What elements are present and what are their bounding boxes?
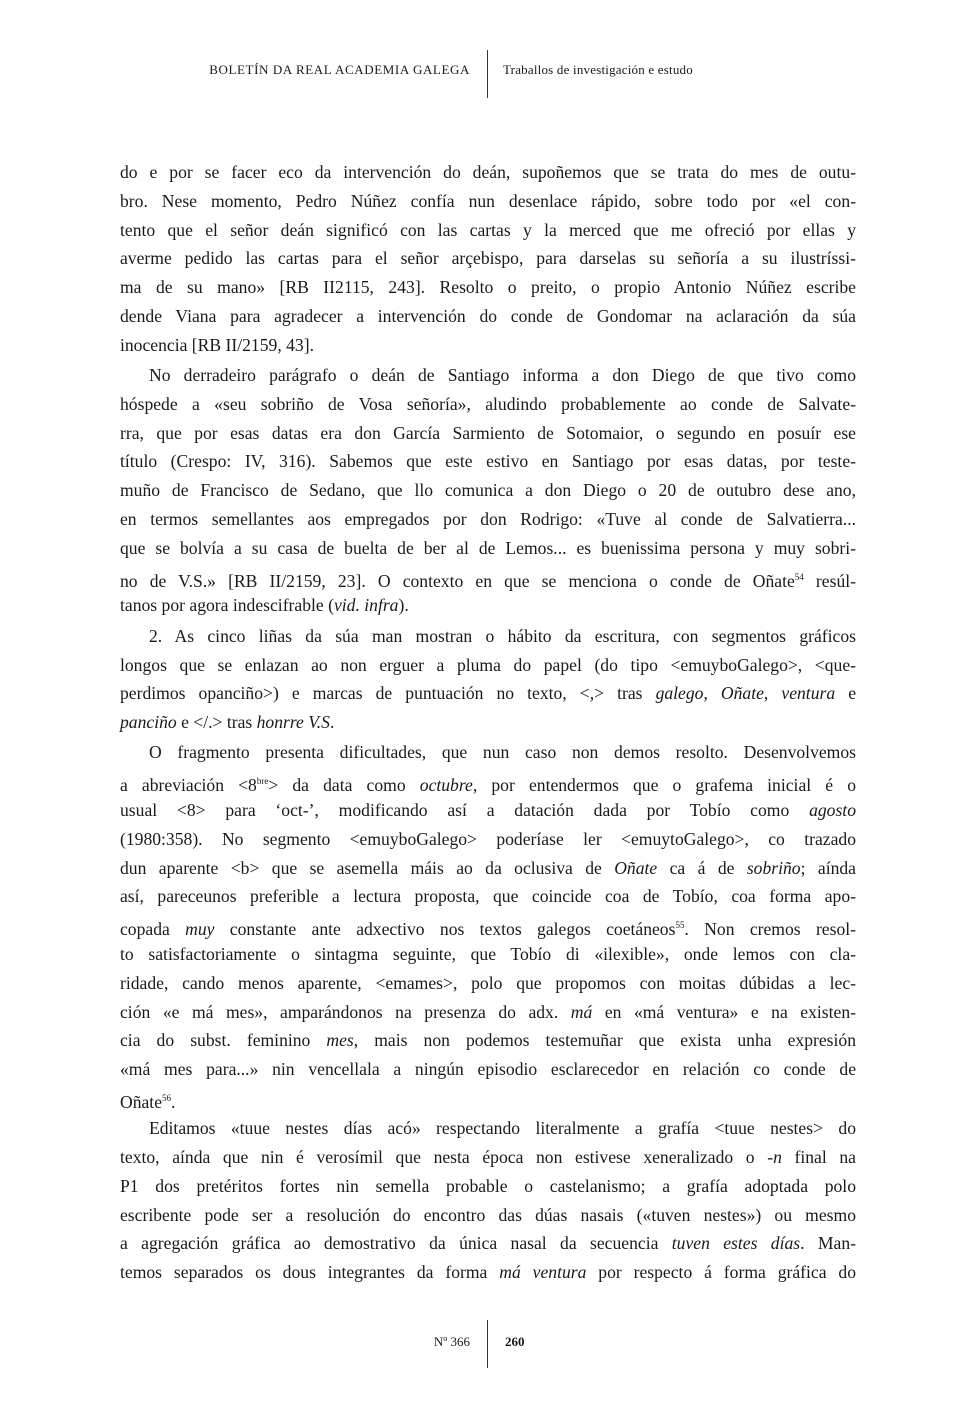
text-line	[120, 796, 856, 825]
text-line	[120, 882, 856, 911]
text-line	[120, 390, 856, 419]
footnote-reference: 56	[162, 1093, 172, 1103]
text-line	[120, 534, 856, 563]
text-run: (1980:358). No segmento <emuyboGalego> poderíase ler <emuytoGalego>, co trazado	[120, 828, 856, 849]
text-line	[120, 1172, 856, 1201]
text-run: rra, que por esas datas era don García Sarmiento de Sotomaior, o segundo en posuír ese	[120, 422, 856, 443]
italic-text: panciño	[120, 712, 177, 733]
text-line	[120, 1201, 856, 1230]
italic-text: vid. infra	[333, 595, 399, 616]
text-line	[120, 505, 856, 534]
italic-text: octubre	[419, 775, 473, 796]
text-line	[120, 331, 856, 360]
text-run: longos que se enlazan ao non erguer a pluma do papel (do tipo <emuyboGalego>, <que-	[120, 654, 856, 675]
footer-divider	[487, 1320, 488, 1368]
italic-text: -n	[767, 1147, 782, 1168]
text-run: por respecto á forma gráfica do	[586, 1262, 857, 1283]
text-run: texto, aínda que nin é verosímil que nesta época non estivese xeneralizado o	[120, 1147, 768, 1168]
text-line	[120, 1026, 856, 1055]
text-run: ca á de	[657, 857, 747, 878]
italic-text: ventura	[781, 683, 836, 704]
text-line	[120, 708, 856, 737]
text-run: ,	[703, 683, 721, 704]
paragraph	[120, 738, 856, 1112]
text-line	[120, 940, 856, 969]
footnote-reference: 54	[794, 571, 804, 582]
text-line	[120, 767, 856, 796]
text-line	[120, 854, 856, 883]
text-run: No derradeiro parágrafo o deán de Santiago informa a don Diego de que tivo como	[149, 365, 856, 386]
text-run: .	[171, 1092, 176, 1112]
text-line	[120, 216, 856, 245]
text-run: . Non cremos resol-	[684, 919, 857, 940]
text-run: ridade, cando menos aparente, <emames>, polo que propomos con moitas dúbidas a lec-	[120, 972, 856, 993]
text-run: ma de su mano» [RB II2115, 243]. Resolto o preito, o propio Antonio Núñez escribe	[120, 277, 856, 298]
text-line	[120, 419, 856, 448]
text-run: ).	[398, 595, 409, 616]
text-run: temos separados os dous integrantes da forma	[120, 1262, 500, 1283]
text-run: inocencia [RB II/2159, 43].	[120, 334, 314, 355]
paragraph	[120, 1114, 856, 1287]
text-run: , por entendermos que o grafema inicial é o	[472, 775, 856, 796]
text-run: en «má ventura» e na existen-	[592, 1001, 856, 1022]
text-line	[120, 476, 856, 505]
text-run: Oñate	[120, 1092, 163, 1112]
text-line	[120, 361, 856, 390]
text-line	[120, 302, 856, 331]
text-run: tanos por agora indescifrable (	[120, 595, 334, 616]
text-run: a abreviación <8	[120, 775, 257, 796]
text-run: escribente pode ser a resolución do encontro das dúas nasais («tuven nestes») ou mesmo	[120, 1204, 856, 1225]
text-line	[120, 1229, 856, 1258]
text-run: tento que el señor deán significó con las cartas y la merced que me ofreció por ellas y	[120, 219, 856, 240]
text-run: ción «e má mes», amparándonos na presenza do adx.	[120, 1001, 571, 1022]
footnote-reference: 55	[675, 920, 685, 931]
text-line	[120, 911, 856, 940]
text-line	[120, 622, 856, 651]
text-run: . Man-	[800, 1233, 856, 1254]
text-line	[120, 1143, 856, 1172]
text-run: título (Crespo: IV, 316). Sabemos que este estivo en Santiago por esas datas, por teste-	[120, 451, 856, 472]
text-line	[120, 825, 856, 854]
text-run: averme pedido las cartas para el señor arçebispo, para darselas su señoría a su ilustríssi-	[120, 248, 856, 269]
paragraph	[120, 158, 856, 360]
issue-number: Nº 366	[433, 1334, 470, 1349]
text-run: ,	[763, 683, 782, 704]
italic-text: galego	[655, 683, 704, 704]
journal-title: BOLETÍN DA REAL ACADEMIA GALEGA	[209, 62, 470, 77]
text-run: 2. As cinco liñas da súa man mostran o hábito da escritura, con segmentos gráficos	[149, 625, 856, 646]
text-run: a agregación gráfica ao demostrativo da única nasal da secuencia	[120, 1233, 672, 1254]
text-run: «má mes para...» nin vencellala a ningún episodio esclarecedor en relación co conde de	[120, 1059, 856, 1080]
header-divider	[487, 50, 488, 98]
text-run: en termos semellantes aos empregados por don Rodrigo: «Tuve al conde de Salvatierra...	[120, 509, 856, 530]
text-run: copada	[120, 919, 186, 940]
page-number: 260	[505, 1334, 525, 1349]
italic-text: honrre V.S	[256, 712, 330, 733]
text-run: no de V.S.» [RB II/2159, 23]. O contexto en que se menciona o conde de Oñate	[120, 570, 795, 591]
footnote-reference: bre	[256, 776, 269, 787]
text-line	[120, 158, 856, 187]
text-run: do e por se facer eco da intervención do deán, supoñemos que se trata do mes de outu-	[120, 162, 856, 182]
text-run: , mais non podemos testemuñar que exista unha expresión	[353, 1030, 856, 1051]
text-line	[120, 1055, 856, 1084]
text-run: ; aínda	[800, 857, 856, 878]
paragraph	[120, 361, 856, 620]
italic-text: má	[570, 1001, 593, 1022]
text-run: constante ante adxectivo nos textos galegos coetáneos	[214, 919, 676, 940]
text-run: to satisfactoriamente o sintagma seguinte, que Tobío di «ilexible», onde lemos con cla-	[120, 944, 856, 965]
text-run: dende Viana para agradecer a intervención do conde de Gondomar na aclaración da súa	[120, 305, 856, 326]
text-line	[120, 1084, 856, 1113]
text-run: así, pareceunos preferible a lectura proposta, que coincide coa de Tobío, coa forma apo-	[120, 886, 856, 907]
text-run: muño de Francisco de Sedano, que llo comunica a don Diego o 20 de outubro dese ano,	[120, 480, 856, 501]
text-run: bro. Nese momento, Pedro Núñez confía nun desenlace rápido, sobre todo por «el con-	[120, 190, 856, 211]
italic-text: Oñate	[720, 683, 764, 704]
text-run: Editamos «tuue nestes días acó» respectando literalmente a grafía <tuue nestes> do	[149, 1118, 856, 1139]
text-line	[120, 187, 856, 216]
text-line	[120, 651, 856, 680]
text-line	[120, 998, 856, 1027]
italic-text: agosto	[809, 800, 856, 821]
text-line	[120, 273, 856, 302]
text-run: P1 dos pretéritos fortes nin semella probable o castelanismo; a grafía adoptada polo	[120, 1175, 856, 1196]
text-run: e </.> tras	[176, 712, 257, 733]
text-line	[120, 244, 856, 273]
text-line	[120, 563, 856, 592]
text-run: .	[329, 712, 335, 733]
article-body	[120, 158, 856, 1289]
section-title: Traballos de investigación e estudo	[503, 62, 693, 77]
text-line	[120, 1114, 856, 1143]
italic-text: má ventura	[499, 1262, 587, 1283]
text-run: final na	[781, 1147, 856, 1168]
italic-text: sobriño	[746, 857, 801, 878]
text-run: que se bolvía a su casa de buelta de ber al de Lemos... es buenissima persona y muy sobri-	[120, 537, 856, 558]
text-line	[120, 738, 856, 767]
text-run: > da data como	[268, 775, 420, 796]
text-line	[120, 591, 856, 620]
text-run: dun aparente <b> que se asemella máis ao da oclusiva de	[120, 857, 615, 878]
text-line	[120, 1258, 856, 1287]
italic-text: muy	[185, 919, 215, 940]
text-line	[120, 447, 856, 476]
text-run: hóspede a «seu sobriño de Vosa señoría», aludindo probablemente ao conde de Salvate-	[120, 393, 856, 414]
text-run: usual <8> para ‘oct-’, modificando así a datación dada por Tobío como	[120, 800, 810, 821]
paragraph	[120, 622, 856, 737]
italic-text: mes	[326, 1030, 354, 1051]
text-run: O fragmento presenta dificultades, que nun caso non demos resolto. Desenvolvemos	[149, 742, 856, 763]
text-run: cia do subst. feminino	[120, 1030, 327, 1051]
text-run: e	[835, 683, 857, 704]
italic-text: tuven estes días	[671, 1233, 801, 1254]
text-run: resúl-	[803, 570, 856, 591]
italic-text: Oñate	[614, 857, 658, 878]
text-line	[120, 969, 856, 998]
text-line	[120, 679, 856, 708]
text-run: perdimos opanciño>) e marcas de puntuación no texto, <,> tras	[120, 683, 656, 704]
